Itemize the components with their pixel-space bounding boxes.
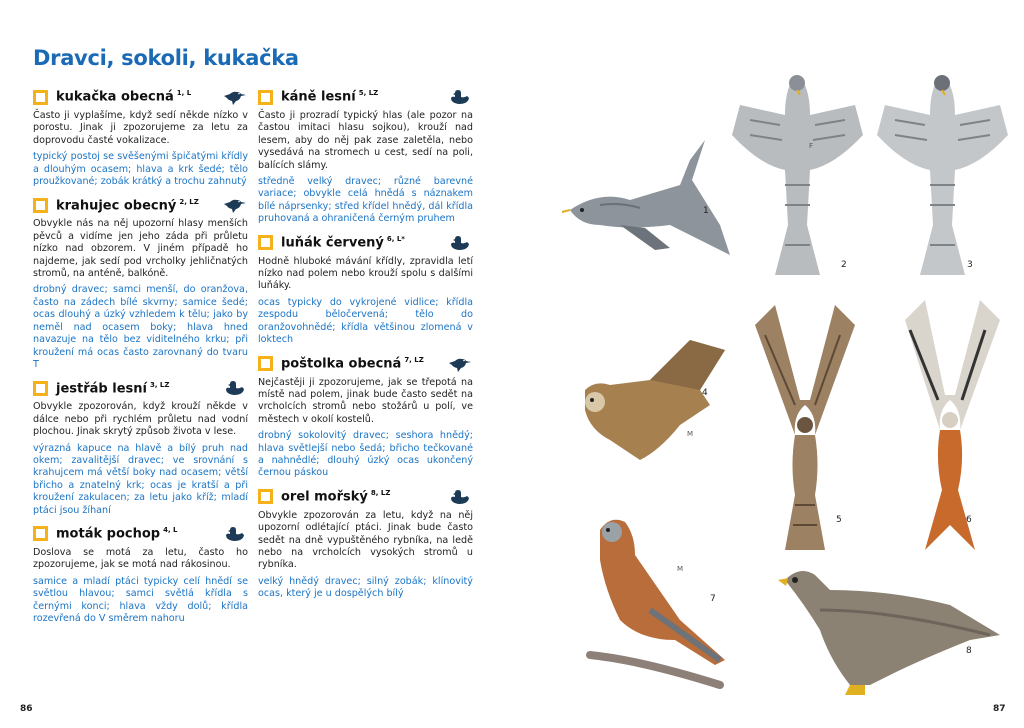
entry-orel: [258, 486, 473, 601]
entry-kukacka: [33, 86, 248, 188]
duck-icon: [222, 524, 248, 544]
entry-traits: ocas typicky do vykrojené vidlice; křídla zespodu běločervená; tělo do oranžovohnědé; křídla většinou zlomená v loktech: [258, 296, 473, 346]
entry-desc: Často ji vyplašíme, když sedí někde nízko v porostu. Jinak ji zpozorujeme za letu za doprovodu časté vokalizace.: [33, 110, 248, 146]
entry-desc: Nejčastěji ji zpozorujeme, jak se třepotá na místě nad polem, jinak bude často sedět na vrcholcích stromů nebo stožárů u polí, ve městech v okolí kostelů.: [258, 376, 473, 425]
sex-label-male: M: [687, 430, 694, 438]
perched-bird-icon: [222, 195, 248, 215]
white-tailed-eagle-illustration: [770, 560, 1005, 700]
sex-label-male: M: [677, 565, 684, 573]
sex-label-female: F: [809, 142, 814, 150]
marsh-harrier-illustration: [570, 330, 730, 490]
entry-kane: [258, 86, 473, 226]
checkbox[interactable]: [258, 235, 273, 250]
entry-traits: velký hnědý dravec; silný zobák; klínovitý ocas, který je u dospělých bílý: [258, 575, 473, 600]
figure-label: 2: [841, 260, 847, 270]
duck-icon: [447, 487, 473, 507]
page-number-left: 86: [20, 704, 33, 714]
checkbox[interactable]: [33, 381, 48, 396]
kestrel-illustration: [580, 510, 730, 690]
checkbox[interactable]: [33, 90, 48, 105]
page-number-right: 87: [993, 704, 1006, 714]
entry-traits: výrazná kapuce na hlavě a bílý pruh nad okem; zavalitější dravec; ve srovnání s krahujcem má větší boky nad ocasem; větší břicho a znatelný krk; ocas je kratší a při kroužení zakulacen; za letu jako kříž; mladí ptáci jsou žíhaní: [33, 442, 248, 516]
figure-label: 4: [702, 388, 708, 398]
entry-name: orel mořský $^{8, LZ}$: [281, 489, 391, 505]
figure-label: 8: [966, 646, 972, 656]
buzzard-illustration: [745, 305, 865, 555]
entry-traits: samice a mladí ptáci typicky celí hnědí se světlou hlavou; samci světlá křídla s černými konci; hlava vždy dolů; křídla rozevřená do V směrem nahoru: [33, 575, 248, 624]
entry-name: kukačka obecná $^{1, L}$: [56, 89, 192, 105]
entry-traits: drobný dravec; samci menší, do oranžova, často na zádech bílé skvrny; samice šedé; ocas dlouhý a úzký vzhledem k tělu; jako by neměl nad ocasem boky; hlava hned navazuje na tělo bez viditelného krku; při kroužení má ocas často zarovnaný do tvaru T: [33, 284, 248, 370]
entry-traits: typický postoj se svěšenými špičatými křídly a dlouhým ocasem; hlava a krk šedé; tělo proužkované; zobák krátký a trochu zahnutý: [33, 151, 248, 188]
entry-name: luňák červený $^{6, L*}$: [281, 234, 405, 251]
perched-bird-icon: [447, 354, 473, 374]
figure-label: 3: [967, 260, 973, 270]
entry-lunak: [258, 232, 473, 347]
left-column: [33, 86, 248, 631]
entry-krahujec: [33, 194, 248, 371]
entry-desc: Často ji prozradí typický hlas (ale pozor na častou imitaci hlasu sojkou), krouží nad lesem, aby do něj pak zase zaletěla, nebo vysedává na stromech u cest, sedí na poli, balících slámy.: [258, 110, 473, 171]
checkbox[interactable]: [258, 489, 273, 504]
entry-name: moták pochop $^{4, L}$: [56, 526, 178, 542]
entry-name: poštolka obecná $^{7, LZ}$: [281, 355, 424, 372]
entry-desc: Obvykle zpozorován za letu, když na něj upozorní odlétající ptáci. Jinak bude často sedět na dně vypuštěného rybníka, na ledě nebo na vrcholcích vysokých stromů u rybníka.: [258, 509, 473, 571]
entry-motak: [33, 523, 248, 625]
figure-label: 1: [703, 206, 709, 216]
entry-name: jestřáb lesní $^{3, LZ}$: [56, 380, 170, 396]
checkbox[interactable]: [33, 198, 48, 213]
cuckoo-illustration: [560, 130, 735, 260]
entry-desc: Hodně hluboké mávání křídly, zpravidla letí nízko nad polem nebo krouží spolu s dalšími luňáky.: [258, 255, 473, 292]
checkbox[interactable]: [258, 356, 273, 371]
figure-label: 6: [966, 515, 972, 525]
entry-postolka: [258, 353, 473, 480]
perched-bird-icon: [222, 87, 248, 107]
goshawk-illustration: [875, 45, 1010, 285]
middle-column: [258, 86, 473, 607]
figure-label: 5: [836, 515, 842, 525]
page-title: Dravci, sokoli, kukačka: [33, 46, 299, 70]
entry-name: káně lesní $^{5, LZ}$: [281, 89, 379, 105]
entry-name: krahujec obecný $^{2, LZ}$: [56, 197, 199, 214]
figure-label: 7: [710, 594, 716, 604]
entry-jestrab: [33, 377, 248, 517]
illustrations-panel: [560, 30, 1020, 700]
red-kite-illustration: [890, 300, 1010, 560]
entry-traits: drobný sokolovitý dravec; seshora hnědý; hlava světlejší nebo šedá; břicho tečkované a nahnědlé; dlouhý úzký ocas ukončený černou páskou: [258, 430, 473, 479]
checkbox[interactable]: [33, 526, 48, 541]
entry-traits: středně velký dravec; různé barevné variace; obvykle celá hnědá s náznakem bílé náprsenky; střed křídel hnědý, dál křídla pruhovaná a ohraničená černým pruhem: [258, 176, 473, 225]
entry-desc: Doslova se motá za letu, často ho zpozorujeme, jak se motá nad rákosinou.: [33, 546, 248, 571]
sparrowhawk-female-illustration: [730, 45, 865, 285]
duck-icon: [222, 378, 248, 398]
entry-desc: Obvykle zpozorován, když krouží někde v dálce nebo při rychlém průletu nad vodní plochou. Jinak skrytý způsob života v lese.: [33, 401, 248, 438]
checkbox[interactable]: [258, 90, 273, 105]
duck-icon: [447, 87, 473, 107]
entry-desc: Obvykle nás na něj upozorní hlasy menších pěvců a vidíme jen jeho záda při průletu nízko nad obzorem. V jiném případě ho najdeme, jak sedí pod vrcholky jehličnatých stromů, na anténě, balkóně.: [33, 218, 248, 280]
duck-icon: [447, 233, 473, 253]
